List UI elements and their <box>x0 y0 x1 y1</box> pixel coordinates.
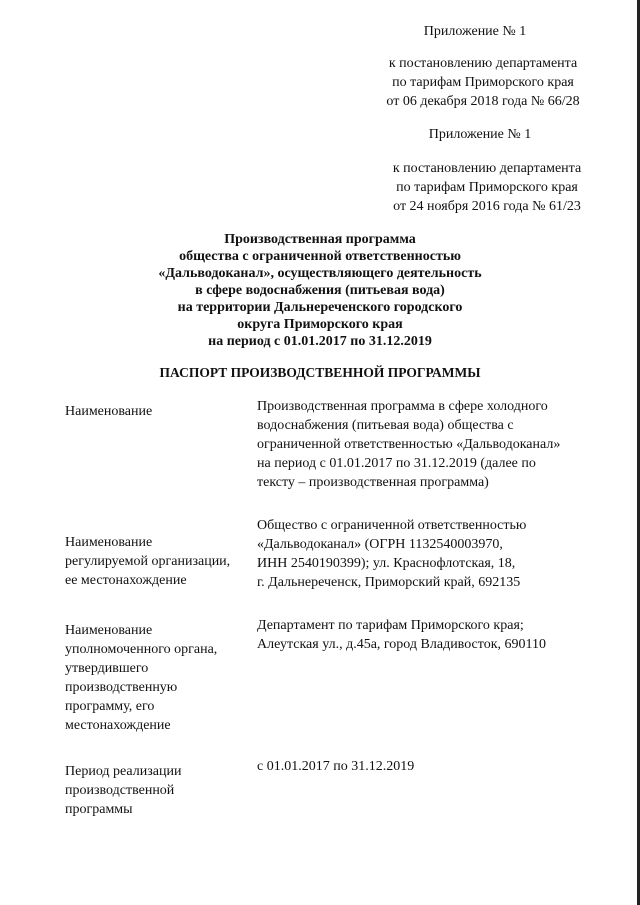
title-line: на территории Дальнереченского городского <box>177 300 463 315</box>
appendix-2-heading: Приложение № 1 <box>428 127 532 142</box>
row-label-line: ее местонахождение <box>65 573 187 588</box>
row-label-line: Период реализации <box>65 764 182 779</box>
row-label-line: регулируемой организации, <box>65 554 231 569</box>
row-label <box>65 402 152 421</box>
row-value-line: Департамент по тарифам Приморского края; <box>257 618 524 633</box>
appendix-2-line: к постановлению департамента <box>392 161 582 176</box>
row-label <box>65 762 181 819</box>
title-line: в сфере водоснабжения (питьевая вода) <box>195 283 445 298</box>
row-value-line: г. Дальнереченск, Приморский край, 692135 <box>257 575 521 590</box>
row-value-line: тексту – производственная программа) <box>257 475 489 490</box>
row-label-line: утвердившего <box>65 661 149 676</box>
appendix-1-heading: Приложение № 1 <box>423 24 527 39</box>
row-label-line: Наименование <box>65 623 153 638</box>
row-label-line: программы <box>65 802 133 817</box>
appendix-1-line: от 06 декабря 2018 года № 66/28 <box>386 94 580 109</box>
title-line: округа Приморского края <box>237 317 403 332</box>
row-label-line: уполномоченного органа, <box>65 642 218 657</box>
row-label-line: местонахождение <box>65 718 171 733</box>
row-value-line: Производственная программа в сфере холодного <box>257 399 548 414</box>
row-value-line: с 01.01.2017 по 31.12.2019 <box>257 759 415 774</box>
appendix-2-line: по тарифам Приморского края <box>396 180 578 195</box>
title-line: «Дальводоканал», осуществляющего деятельность <box>158 266 482 281</box>
row-value <box>257 397 560 492</box>
row-value-line: ИНН 2540190399); ул. Краснофлотская, 18, <box>257 556 516 571</box>
row-value-line: ограниченной ответственностью «Дальводоканал» <box>257 437 561 452</box>
row-label-line: производственной <box>65 783 175 798</box>
row-label-line: Наименование <box>65 404 153 419</box>
row-value-line: Общество с ограниченной ответственностью <box>257 518 527 533</box>
row-label-line: Наименование <box>65 535 153 550</box>
row-value-line: «Дальводоканал» (ОГРН 1132540003970, <box>257 537 503 552</box>
appendix-1-line: по тарифам Приморского края <box>392 75 574 90</box>
appendix-1-line: к постановлению департамента <box>388 56 578 71</box>
row-value <box>257 757 414 776</box>
row-label-line: производственную <box>65 680 178 695</box>
row-value <box>257 516 526 592</box>
passport-heading: ПАСПОРТ ПРОИЗВОДСТВЕННОЙ ПРОГРАММЫ <box>159 365 481 380</box>
appendix-2-line: от 24 ноября 2016 года № 61/23 <box>393 199 581 214</box>
title-line: Производственная программа <box>224 232 416 247</box>
title-line: на период с 01.01.2017 по 31.12.2019 <box>208 334 432 349</box>
row-label-line: программу, его <box>65 699 155 714</box>
row-value <box>257 616 546 654</box>
row-value-line: на период с 01.01.2017 по 31.12.2019 (далее по <box>257 456 536 471</box>
title-line: общества с ограниченной ответственностью <box>179 249 461 264</box>
row-value-line: Алеутская ул., д.45а, город Владивосток, 690110 <box>257 637 546 652</box>
row-value-line: водоснабжения (питьевая вода) общества с <box>257 418 514 433</box>
row-label <box>65 533 230 590</box>
row-label <box>65 621 217 735</box>
